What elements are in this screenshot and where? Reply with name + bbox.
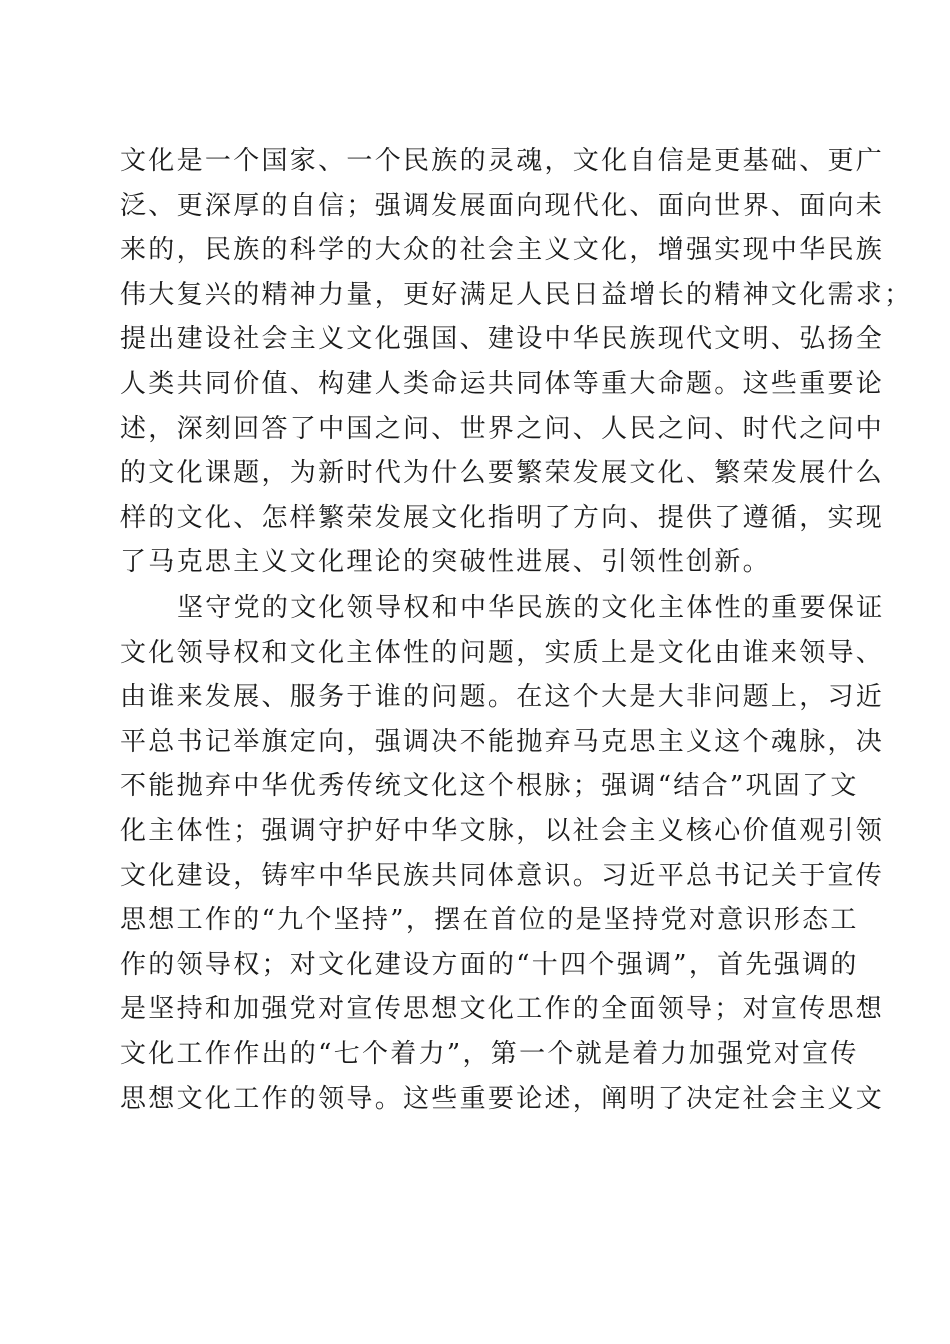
paragraph-line: 样的文化、怎样繁荣发展文化指明了方向、提供了遵循，实现 [120,502,885,533]
paragraph-line: 伟大复兴的精神力量，更好满足人民日益增长的精神文化需求； [120,279,913,310]
paragraph-line: 平总书记举旗定向，强调决不能抛弃马克思主义这个魂脉，决 [120,726,885,757]
paragraph-1 [120,139,913,585]
paragraph-line: 由谁来发展、服务于谁的问题。在这个大是大非问题上，习近 [120,682,885,713]
paragraph-line: 化主体性；强调守护好中华文脉，以社会主义核心价值观引领 [120,815,885,846]
paragraph-line: 了马克思主义文化理论的突破性进展、引领性创新。 [120,547,771,578]
paragraph-line: 文化是一个国家、一个民族的灵魂，文化自信是更基础、更广 [120,146,885,176]
paragraph-line: 是坚持和加强党对宣传思想文化工作的全面领导；对宣传思想 [120,994,885,1025]
paragraph-line: 文化工作作出的“七个着力”，第一个就是着力加强党对宣传 [120,1038,859,1069]
paragraph-line: 提出建设社会主义文化强国、建设中华民族现代文明、弘扬全 [120,324,885,355]
paragraph-line: 文化领导权和文化主体性的问题，实质上是文化由谁来领导、 [120,637,885,668]
paragraph-line: 不能抛弃中华优秀传统文化这个根脉；强调“结合”巩固了文 [120,771,859,802]
paragraph-line: 文化建设，铸牢中华民族共同体意识。习近平总书记关于宣传 [120,860,885,891]
paragraph-line: 来的，民族的科学的大众的社会主义文化，增强实现中华民族 [120,235,885,266]
paragraph-line: 作的领导权；对文化建设方面的“十四个强调”，首先强调的 [120,949,859,980]
paragraph-line: 述，深刻回答了中国之问、世界之问、人民之问、时代之问中 [120,413,885,444]
paragraph-line: 思想文化工作的领导。这些重要论述，阐明了决定社会主义文 [120,1083,885,1114]
paragraph-line: 的文化课题，为新时代为什么要繁荣发展文化、繁荣发展什么 [120,458,885,489]
section-heading-line: 坚守党的文化领导权和中华民族的文化主体性的重要保证 [177,593,885,623]
paragraph-line: 泛、更深厚的自信；强调发展面向现代化、面向世界、面向未 [120,190,885,221]
paragraph-line: 人类共同价值、构建人类命运共同体等重大命题。这些重要论 [120,368,885,399]
paragraph-line: 思想工作的“九个坚持”，摆在首位的是坚持党对意识形态工 [120,905,859,936]
paragraph-2 [120,586,885,1121]
